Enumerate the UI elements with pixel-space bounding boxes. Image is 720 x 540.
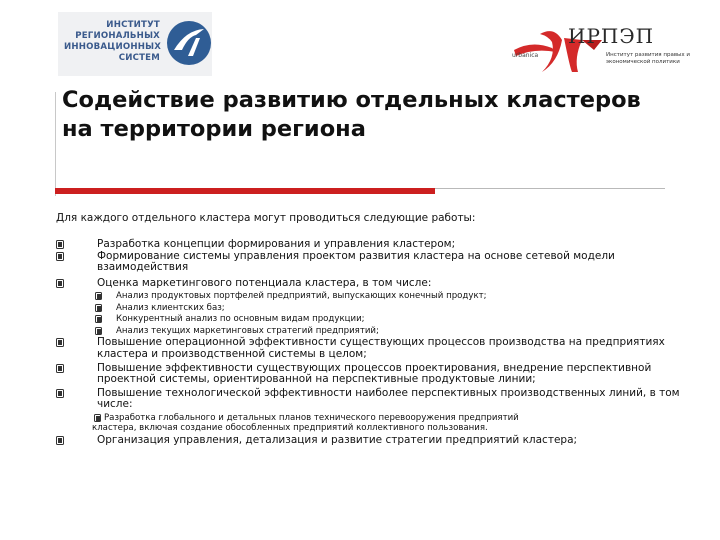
checkbox-bullet-icon: [56, 279, 64, 288]
title-horizontal-rule: [435, 188, 665, 189]
checkbox-bullet-icon: [56, 436, 64, 445]
sub-list-item: Конкурентный анализ по основным видам продукции;: [56, 314, 696, 326]
irpep-logo: [512, 22, 688, 76]
sub-list-item: Анализ продуктовых портфелей предприятий, выпускающих конечный продукт;: [56, 291, 696, 303]
irpep-description: Институт развития правых и экономической политики: [606, 52, 690, 65]
sub-list-item: Разработка глобального и детальных планов технического перевооружения предприятий кластера, включая создание обособленных предприятий коллективного пользования.: [92, 412, 519, 433]
list-item: Повышение технологической эффективности наиболее перспективных производственных линий, в том числе:: [56, 388, 696, 411]
list-item: Формирование системы управления проектом развития кластера на основе сетевой модели взаимодействия: [56, 251, 696, 274]
sub-list-item: Анализ текущих маркетинговых стратегий предприятий;: [56, 326, 696, 338]
institute-logo: [58, 12, 212, 76]
checkbox-bullet-icon: [95, 327, 102, 335]
checkbox-bullet-icon: [95, 304, 102, 312]
slide-content: [56, 212, 696, 447]
checkbox-bullet-icon: [56, 389, 64, 398]
urbanica-label: urbanica: [512, 52, 539, 59]
arrow-swoosh-logo-icon: [166, 20, 212, 66]
checkbox-bullet-icon: [56, 240, 64, 249]
checkbox-bullet-icon: [95, 315, 102, 323]
institute-logo-text: ИНСТИТУТ РЕГИОНАЛЬНЫХ ИННОВАЦИОННЫХ СИСТЕМ: [64, 20, 162, 63]
list-item: Разработка концепции формирования и управления кластером;: [56, 239, 696, 251]
checkbox-bullet-icon: [94, 414, 101, 422]
checkbox-bullet-icon: [56, 252, 64, 261]
list-item: Организация управления, детализация и развитие стратегии предприятий кластера;: [56, 435, 696, 447]
intro-text: Для каждого отдельного кластера могут проводиться следующие работы:: [56, 212, 476, 224]
list-item: Повышение операционной эффективности существующих процессов производства на предприятиях кластера и производственной системы в целом;: [56, 337, 696, 360]
list-item: Повышение эффективности существующих процессов проектирования, внедрение перспективной проектной системы, ориентированной на перспективные продуктовые линии;: [56, 363, 696, 386]
checkbox-bullet-icon: [56, 338, 64, 347]
title-accent-bar: [55, 188, 435, 194]
irpep-abbreviation: ИРПЭП: [568, 24, 655, 48]
checkbox-bullet-icon: [56, 364, 64, 373]
list-item: Оценка маркетингового потенциала кластера, в том числе:: [56, 278, 696, 290]
slide-title: Содействие развитию отдельных кластеров на территории региона: [62, 87, 641, 142]
title-vertical-rule: [55, 92, 56, 196]
sub-list-item: Анализ клиентских баз;: [56, 303, 696, 315]
checkbox-bullet-icon: [95, 292, 102, 300]
